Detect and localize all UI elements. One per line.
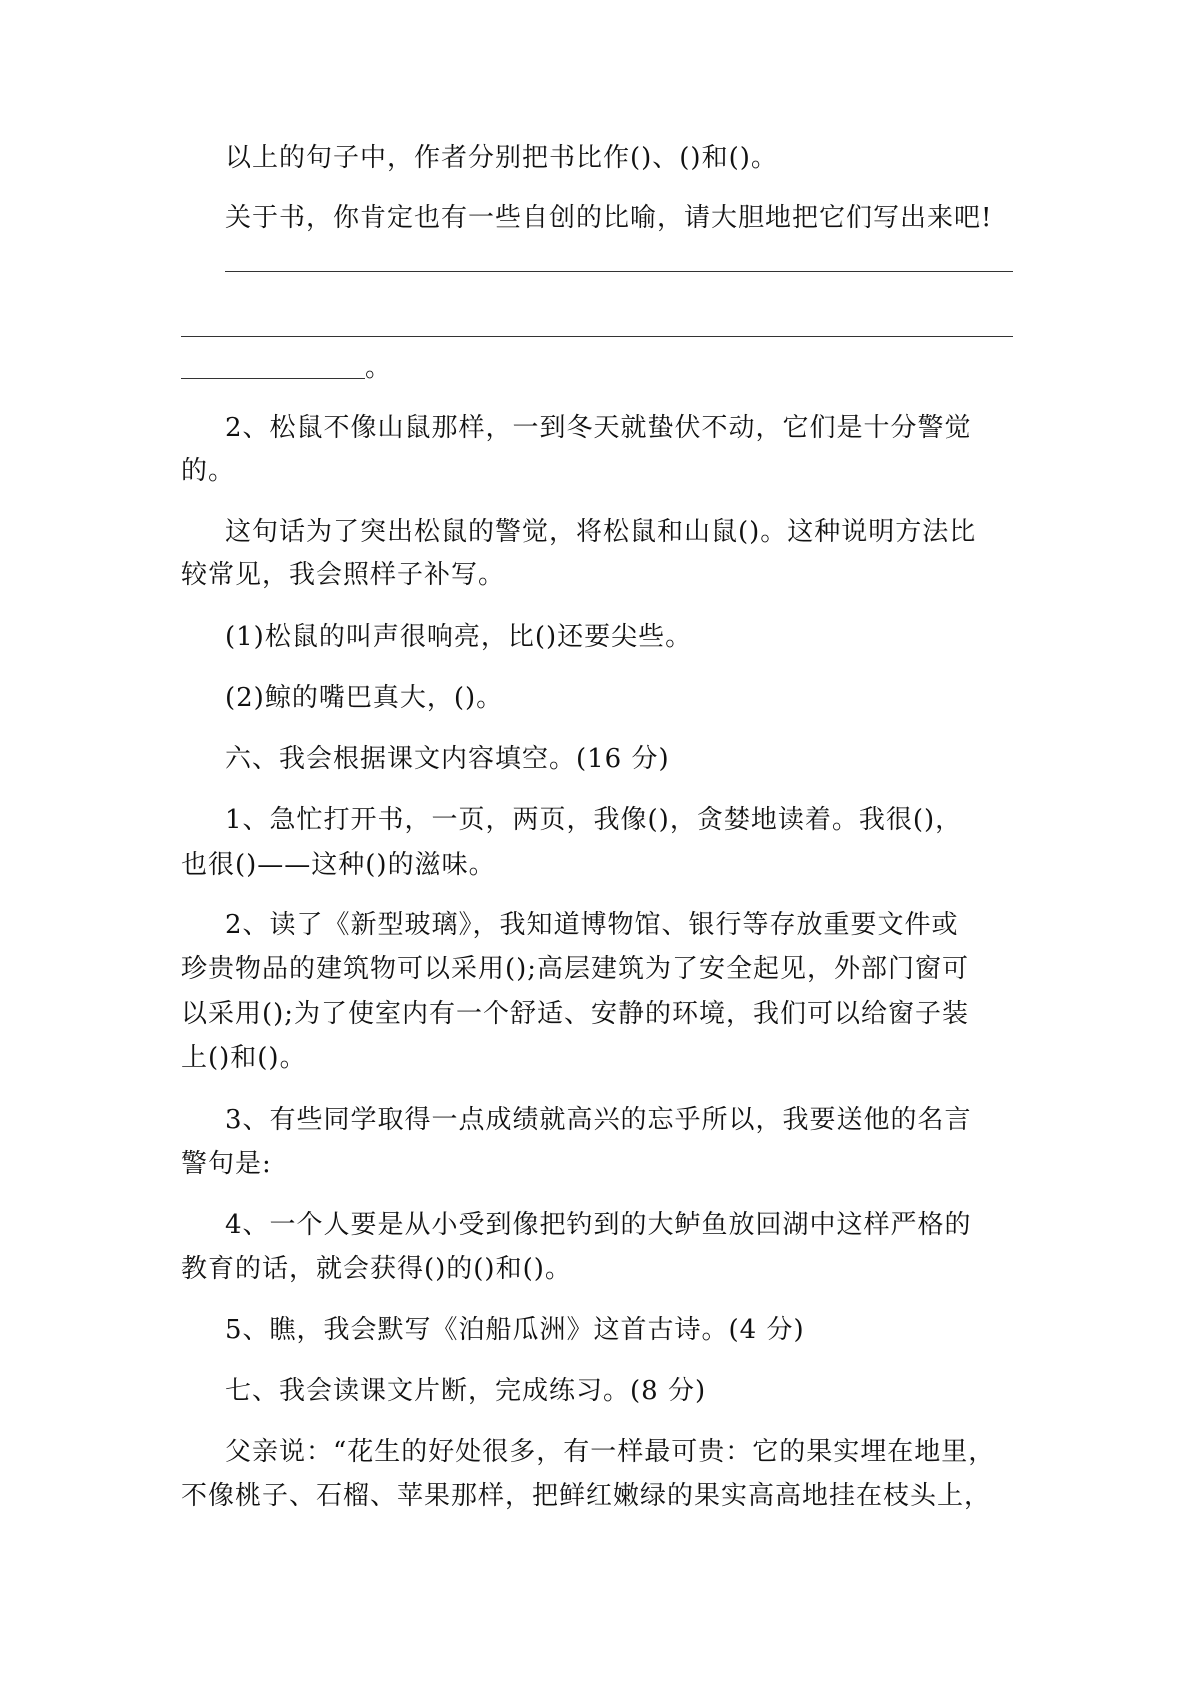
answer-blank-line[interactable] — [181, 336, 1013, 337]
text-line: 5、瞧，我会默写《泊船瓜洲》这首古诗。(4 分) — [225, 1315, 805, 1345]
text-line: 以采用();为了使室内有一个舒适、安静的环境，我们可以给窗子装 — [181, 999, 970, 1029]
text-line: 1、急忙打开书，一页，两页，我像()，贪婪地读着。我很()， — [225, 805, 963, 835]
section-heading: 六、我会根据课文内容填空。(16 分) — [225, 744, 670, 774]
text-line: 关于书，你肯定也有一些自创的比喻，请大胆地把它们写出来吧! — [225, 203, 993, 233]
text-line: 也很()——这种()的滋味。 — [181, 850, 496, 880]
text-line: 这句话为了突出松鼠的警觉，将松鼠和山鼠()。这种说明方法比 — [225, 517, 977, 547]
text-line: (1)松鼠的叫声很响亮，比()还要尖些。 — [225, 622, 693, 652]
text-line: 上()和()。 — [181, 1043, 307, 1073]
text-line: 4、一个人要是从小受到像把钓到的大鲈鱼放回湖中这样严格的 — [225, 1210, 972, 1240]
text-line: 父亲说：“花生的好处很多，有一样最可贵：它的果实埋在地里， — [225, 1437, 996, 1467]
text-line: 教育的话，就会获得()的()和()。 — [181, 1254, 572, 1284]
text-line: 以上的句子中，作者分别把书比作()、()和()。 — [225, 143, 778, 173]
text-line: 警句是: — [181, 1149, 272, 1179]
answer-blank-line[interactable] — [225, 271, 1013, 272]
text-line: 不像桃子、石榴、苹果那样，把鲜红嫩绿的果实高高地挂在枝头上， — [181, 1481, 992, 1511]
text-line: 的。 — [181, 456, 236, 486]
text-line: 3、有些同学取得一点成绩就高兴的忘乎所以，我要送他的名言 — [225, 1105, 972, 1135]
text-line: 珍贵物品的建筑物可以采用();高层建筑为了安全起见，外部门窗可 — [181, 954, 970, 984]
text-line: 2、读了《新型玻璃》，我知道博物馆、银行等存放重要文件或 — [225, 910, 959, 940]
blank-line-period: 。 — [365, 353, 392, 383]
text-line: 较常见，我会照样子补写。 — [181, 560, 506, 590]
answer-blank-line[interactable] — [181, 378, 365, 379]
text-line: 2、松鼠不像山鼠那样，一到冬天就蛰伏不动，它们是十分警觉 — [225, 413, 972, 443]
section-heading: 七、我会读课文片断，完成练习。(8 分) — [225, 1376, 707, 1406]
text-line: (2)鲸的嘴巴真大，()。 — [225, 683, 504, 713]
